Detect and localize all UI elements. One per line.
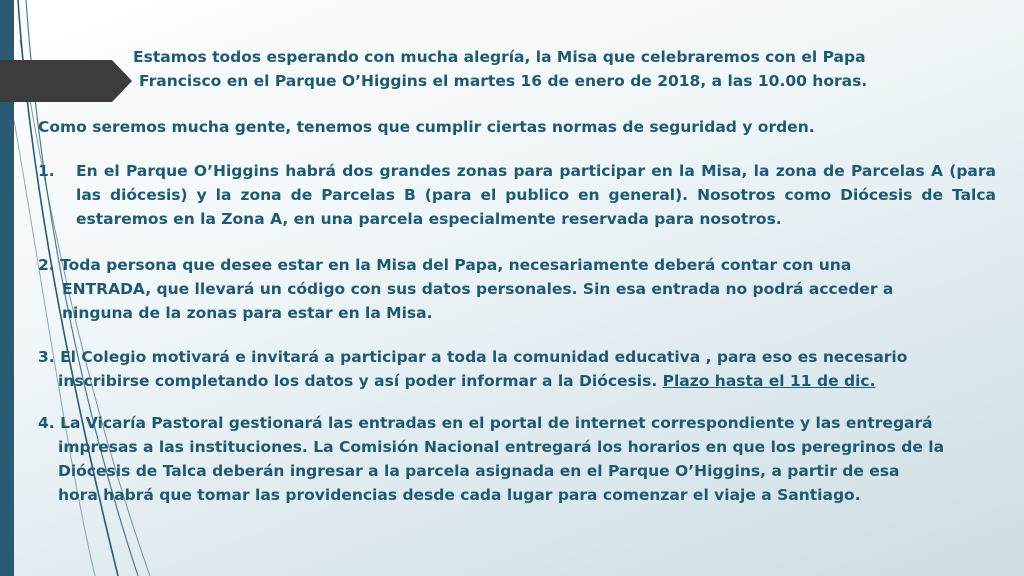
list-item-2 (38, 253, 1008, 325)
norms-paragraph: Como seremos mucha gente, tenemos que cumplir ciertas normas de seguridad y orden. (38, 118, 815, 136)
list-item-4-line-4: hora habrá que tomar las providencias desde cada lugar para comenzar el viaje a Santiago. (58, 486, 861, 504)
list-item-2-line-1: 2. Toda persona que desee estar en la Misa del Papa, necesariamente deberá contar con una (38, 256, 852, 274)
intro-line-2: Francisco en el Parque O’Higgins el martes 16 de enero de 2018, a las 10.00 horas. (139, 72, 868, 90)
list-item-3-line-2: inscribirse completando los datos y así poder informar a la Diócesis. (58, 372, 663, 390)
list-item-1-number: 1. (38, 162, 55, 180)
list-item-3-line-1: 3. El Colegio motivará e invitará a participar a toda la comunidad educativa , para eso es necesario (38, 348, 908, 366)
deadline-text: Plazo hasta el 11 de dic. (662, 372, 876, 390)
list-item-4-line-2: impresas a las instituciones. La Comisión Nacional entregará los horarios en que los peregrinos de la (58, 438, 945, 456)
list-item-2-line-3: ninguna de la zonas para estar en la Misa. (62, 304, 433, 322)
list-item-4 (38, 411, 1008, 507)
list-item-4-line-3: Diócesis de Talca deberán ingresar a la parcela asignada en el Parque O’Higgins, a partir de esa (58, 462, 900, 480)
intro-paragraph (133, 45, 953, 93)
intro-line-1: Estamos todos esperando con mucha alegría, la Misa que celebraremos con el Papa (133, 48, 866, 66)
list-item-3 (38, 345, 1008, 393)
list-item-2-line-2: ENTRADA, que llevará un código con sus datos personales. Sin esa entrada no podrá acceder a (62, 280, 894, 298)
list-item-3-line-2-wrap (38, 369, 1008, 393)
list-item-1-text: En el Parque O’Higgins habrá dos grandes zonas para participar en la Misa, la zona de Parcelas A (para las diócesis) y la zona de Parcelas B (para el publico en general). Nosotros como Diócesis de Talca estaremos en la Zona A, en una parcela especialmente reservada para nosotros. (76, 162, 996, 228)
list-item-4-line-1: 4. La Vicaría Pastoral gestionará las entradas en el portal de internet correspondiente y las entregará (38, 414, 933, 432)
